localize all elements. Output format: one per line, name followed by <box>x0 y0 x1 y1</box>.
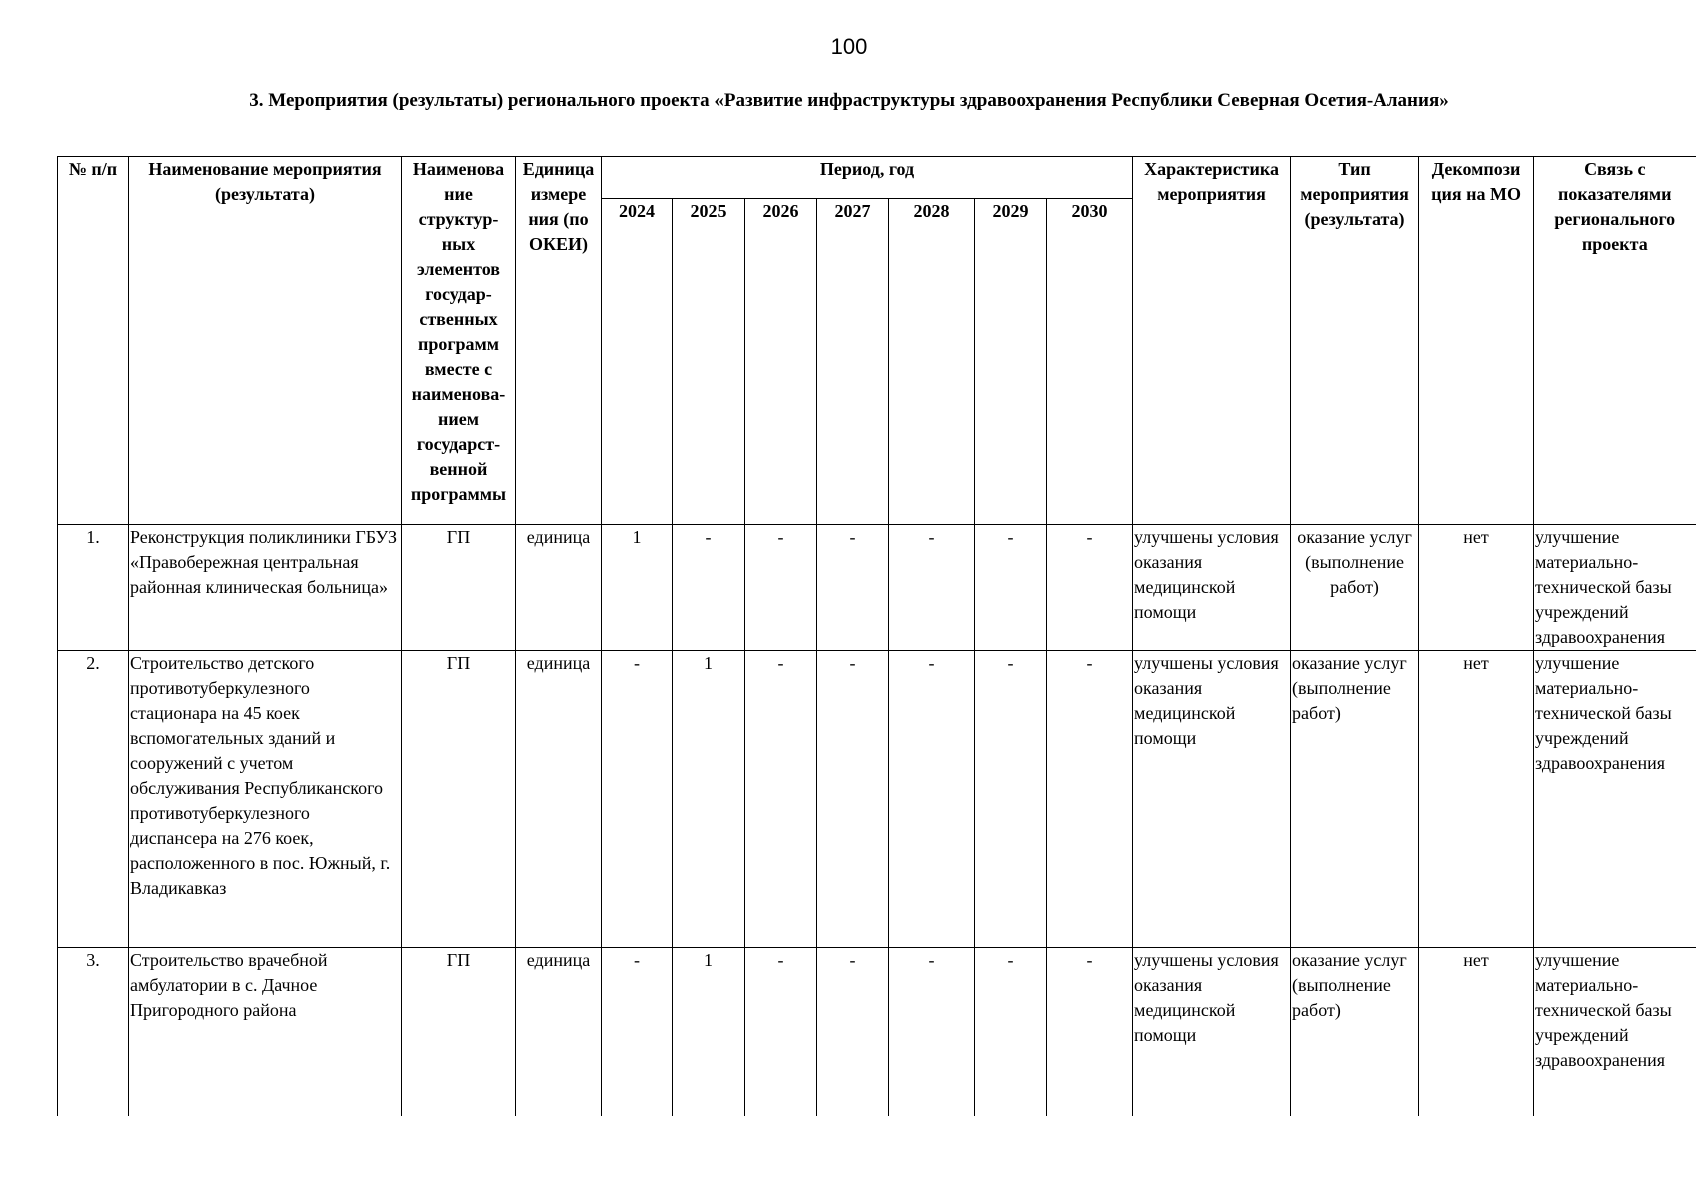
header-name: Наименование мероприятия (результата) <box>129 157 402 525</box>
row-characteristic: улучшены условия оказания медицинской помощи <box>1133 948 1291 1116</box>
row-decomposition: нет <box>1419 651 1534 948</box>
row-year-value: - <box>817 948 889 1116</box>
row-num: 3. <box>58 948 129 1116</box>
row-type: оказание услуг (выполнение работ) <box>1291 948 1419 1116</box>
row-link: улучшение материально-технической базы учреждений здравоохранения <box>1534 525 1696 651</box>
table-row <box>58 948 1696 1116</box>
row-name: Строительство врачебной амбулатории в с. Дачное Пригородного района <box>129 948 402 1116</box>
header-num: № п/п <box>58 157 129 525</box>
row-type: оказание услуг (выполнение работ) <box>1291 525 1419 651</box>
row-year-value: - <box>673 525 745 651</box>
document-title: 3. Мероприятия (результаты) регионального проекта «Развитие инфраструктуры здравоохранения Республики Северная Осетия-Алания» <box>249 90 1449 111</box>
row-type: оказание услуг (выполнение работ) <box>1291 651 1419 948</box>
row-year-value: - <box>975 651 1047 948</box>
row-link: улучшение материально-технической базы учреждений здравоохранения <box>1534 948 1696 1116</box>
header-structural: Наименова ние структур- ных элементов государ- ственных программ вместе с наименова- нием государст- венной программы <box>402 157 516 525</box>
row-name: Реконструкция поликлиники ГБУЗ «Правобережная центральная районная клиническая больница» <box>129 525 402 651</box>
table-row <box>58 525 1696 651</box>
row-year-value: - <box>817 651 889 948</box>
row-structural: ГП <box>402 651 516 948</box>
header-row <box>58 157 1696 199</box>
row-decomposition: нет <box>1419 948 1534 1116</box>
events-table <box>57 156 1696 1116</box>
row-year-value: - <box>889 651 975 948</box>
header-period: Период, год <box>602 157 1133 199</box>
row-year-value: - <box>745 948 817 1116</box>
row-structural: ГП <box>402 948 516 1116</box>
header-year: 2027 <box>817 199 889 525</box>
row-year-value: - <box>817 525 889 651</box>
table-row <box>58 651 1696 948</box>
row-num: 2. <box>58 651 129 948</box>
row-year-value: - <box>602 948 673 1116</box>
header-year: 2028 <box>889 199 975 525</box>
header-year: 2024 <box>602 199 673 525</box>
header-year: 2025 <box>673 199 745 525</box>
header-decomposition: Декомпози ция на МО <box>1419 157 1534 525</box>
row-year-value: - <box>745 525 817 651</box>
header-year: 2030 <box>1047 199 1133 525</box>
row-year-value: - <box>1047 651 1133 948</box>
row-unit: единица <box>516 651 602 948</box>
row-year-value: 1 <box>673 651 745 948</box>
row-year-value: - <box>1047 525 1133 651</box>
row-name: Строительство детского противотуберкулезного стационара на 45 коек вспомогательных зданий и сооружений с учетом обслуживания Республиканского противотуберкулезного диспансера на 276 коек, расположенного в пос. Южный, г. Владикавказ <box>129 651 402 948</box>
row-year-value: 1 <box>602 525 673 651</box>
header-link: Связь с показателями регионального проекта <box>1534 157 1696 525</box>
page-number: 100 <box>830 34 868 59</box>
row-num: 1. <box>58 525 129 651</box>
row-year-value: - <box>975 948 1047 1116</box>
row-decomposition: нет <box>1419 525 1534 651</box>
row-year-value: 1 <box>673 948 745 1116</box>
row-year-value: - <box>975 525 1047 651</box>
header-characteristic: Характеристика мероприятия <box>1133 157 1291 525</box>
row-year-value: - <box>889 948 975 1116</box>
row-characteristic: улучшены условия оказания медицинской помощи <box>1133 525 1291 651</box>
header-type: Тип мероприятия (результата) <box>1291 157 1419 525</box>
row-year-value: - <box>889 525 975 651</box>
row-structural: ГП <box>402 525 516 651</box>
header-year: 2026 <box>745 199 817 525</box>
header-year: 2029 <box>975 199 1047 525</box>
row-link: улучшение материально-технической базы учреждений здравоохранения <box>1534 651 1696 948</box>
row-year-value: - <box>745 651 817 948</box>
row-year-value: - <box>1047 948 1133 1116</box>
row-characteristic: улучшены условия оказания медицинской помощи <box>1133 651 1291 948</box>
row-unit: единица <box>516 525 602 651</box>
row-year-value: - <box>602 651 673 948</box>
header-unit: Единица измере ния (по ОКЕИ) <box>516 157 602 525</box>
row-unit: единица <box>516 948 602 1116</box>
